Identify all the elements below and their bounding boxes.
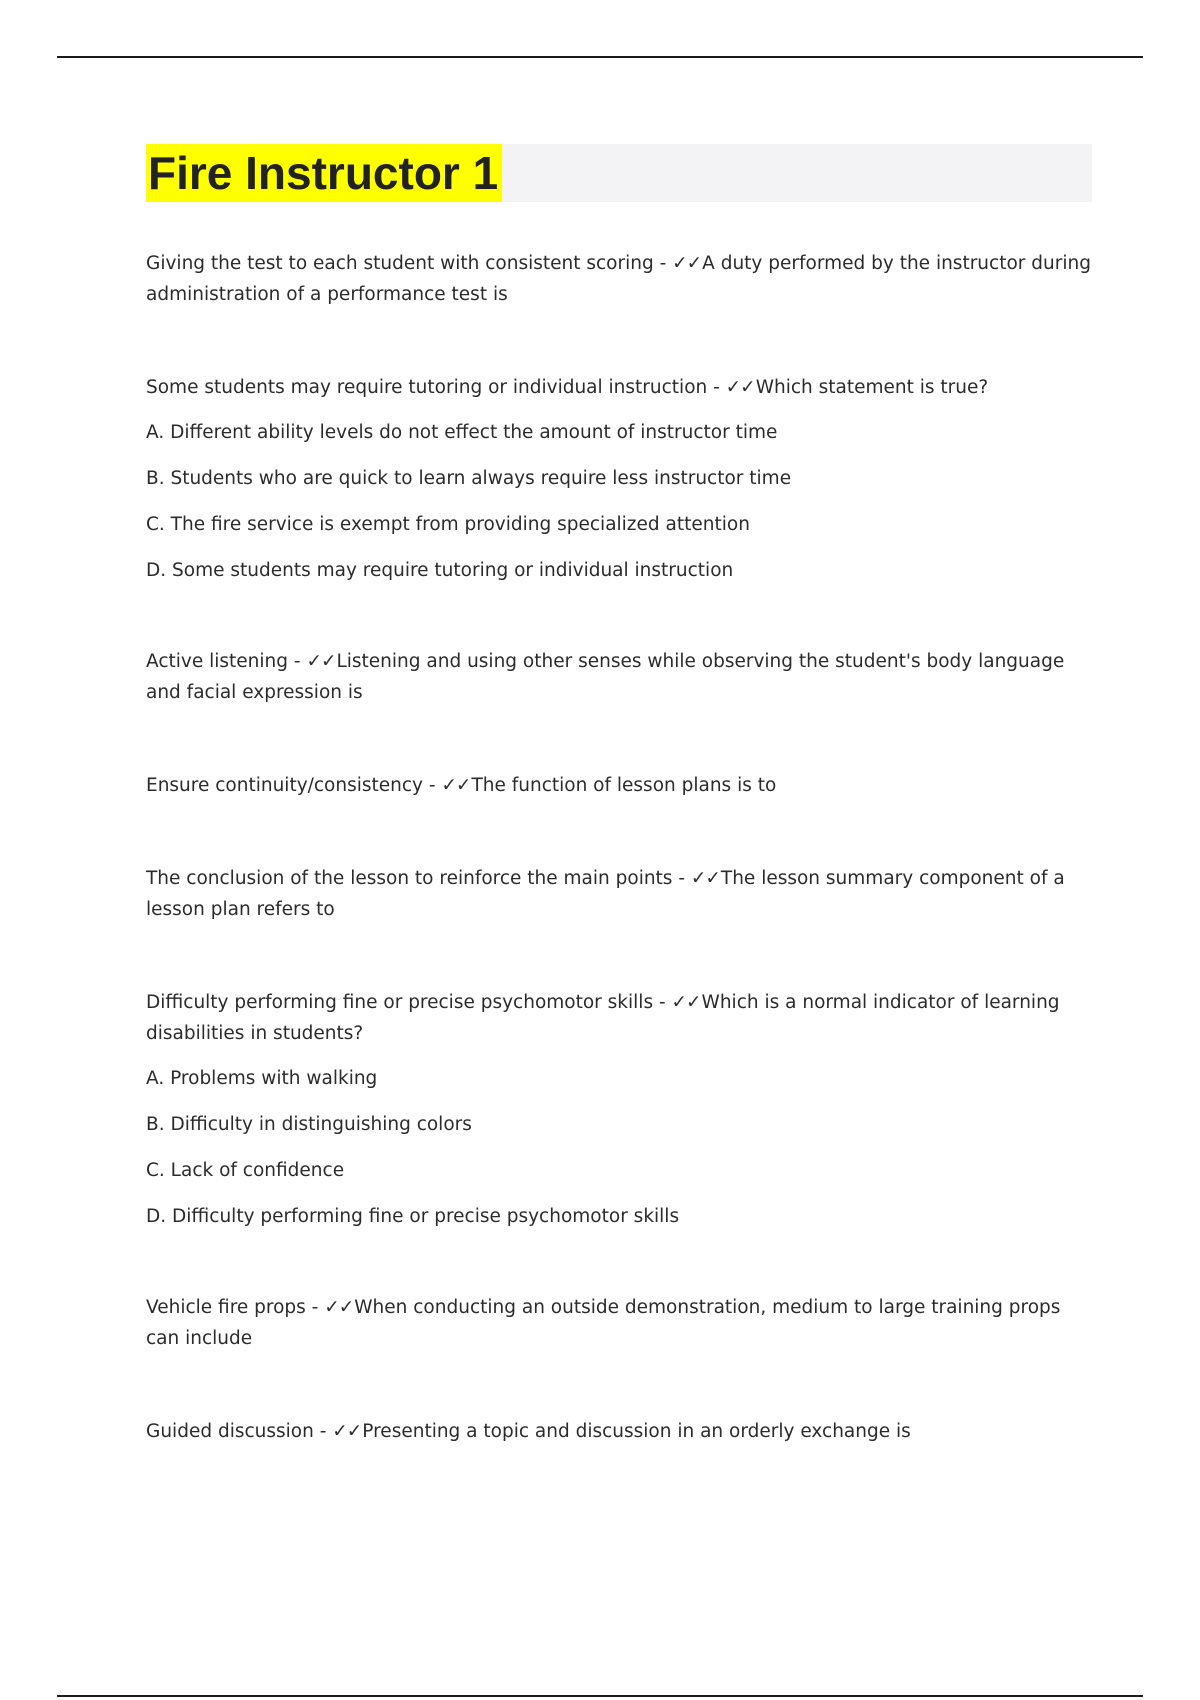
title-bar <box>146 144 1092 202</box>
qa-text <box>146 372 1096 403</box>
option-item: C. Lack of confidence <box>146 1160 345 1181</box>
qa-item <box>146 863 1096 925</box>
qa-item <box>146 1292 1096 1354</box>
check-mark-icon: ✓✓ <box>332 1421 362 1442</box>
qa-text <box>146 248 1096 310</box>
qa-item <box>146 1416 1096 1447</box>
question-text: The function of lesson plans is to <box>471 775 777 796</box>
document-title: Fire Instructor 1 <box>146 144 502 202</box>
question-text: A duty performed by the instructor during administration of a performance test is <box>146 253 1091 305</box>
option-list <box>146 417 1096 586</box>
option-item: B. Difficulty in distinguishing colors <box>146 1114 472 1135</box>
document-body <box>146 144 1096 1509</box>
qa-text <box>146 987 1096 1049</box>
qa-text <box>146 1292 1096 1354</box>
qa-text <box>146 770 1096 801</box>
option-item: C. The fire service is exempt from providing specialized attention <box>146 514 750 535</box>
qa-text <box>146 863 1096 925</box>
answer-text: Vehicle fire props - <box>146 1297 325 1318</box>
check-mark-icon: ✓✓ <box>441 775 471 796</box>
footer-rule <box>57 1695 1143 1697</box>
question-text: Presenting a topic and discussion in an orderly exchange is <box>362 1421 911 1442</box>
answer-text: Giving the test to each student with consistent scoring - <box>146 253 673 274</box>
option-item: A. Different ability levels do not effect the amount of instructor time <box>146 422 778 443</box>
option-item: D. Difficulty performing fine or precise psychomotor skills <box>146 1206 680 1227</box>
answer-text: Some students may require tutoring or individual instruction - <box>146 377 726 398</box>
check-mark-icon: ✓✓ <box>306 651 336 672</box>
qa-text <box>146 1416 1096 1447</box>
qa-item <box>146 770 1096 801</box>
option-item: A. Problems with walking <box>146 1068 378 1089</box>
check-mark-icon: ✓✓ <box>672 253 702 274</box>
question-text: Which is a normal indicator of learning disabilities in students? <box>146 992 1060 1044</box>
qa-item <box>146 248 1096 310</box>
answer-text: Difficulty performing fine or precise psychomotor skills - <box>146 992 672 1013</box>
qa-list <box>146 248 1096 1447</box>
check-mark-icon: ✓✓ <box>324 1297 354 1318</box>
header-rule <box>57 56 1143 58</box>
check-mark-icon: ✓✓ <box>690 868 720 889</box>
option-list <box>146 1063 1096 1232</box>
answer-text: Guided discussion - <box>146 1421 333 1442</box>
check-mark-icon: ✓✓ <box>671 992 701 1013</box>
option-item: D. Some students may require tutoring or individual instruction <box>146 560 734 581</box>
question-text: When conducting an outside demonstration, medium to large training props can include <box>146 1297 1061 1349</box>
qa-item <box>146 646 1096 708</box>
question-text: Listening and using other senses while observing the student's body language and facial expression is <box>146 651 1065 703</box>
check-mark-icon: ✓✓ <box>725 377 755 398</box>
option-item: B. Students who are quick to learn always require less instructor time <box>146 468 792 489</box>
question-text: The lesson summary component of a lesson plan refers to <box>146 868 1065 920</box>
qa-item <box>146 372 1096 586</box>
qa-text <box>146 646 1096 708</box>
qa-item <box>146 987 1096 1232</box>
answer-text: The conclusion of the lesson to reinforce the main points - <box>146 868 691 889</box>
answer-text: Active listening - <box>146 651 307 672</box>
answer-text: Ensure continuity/consistency - <box>146 775 442 796</box>
question-text: Which statement is true? <box>755 377 989 398</box>
